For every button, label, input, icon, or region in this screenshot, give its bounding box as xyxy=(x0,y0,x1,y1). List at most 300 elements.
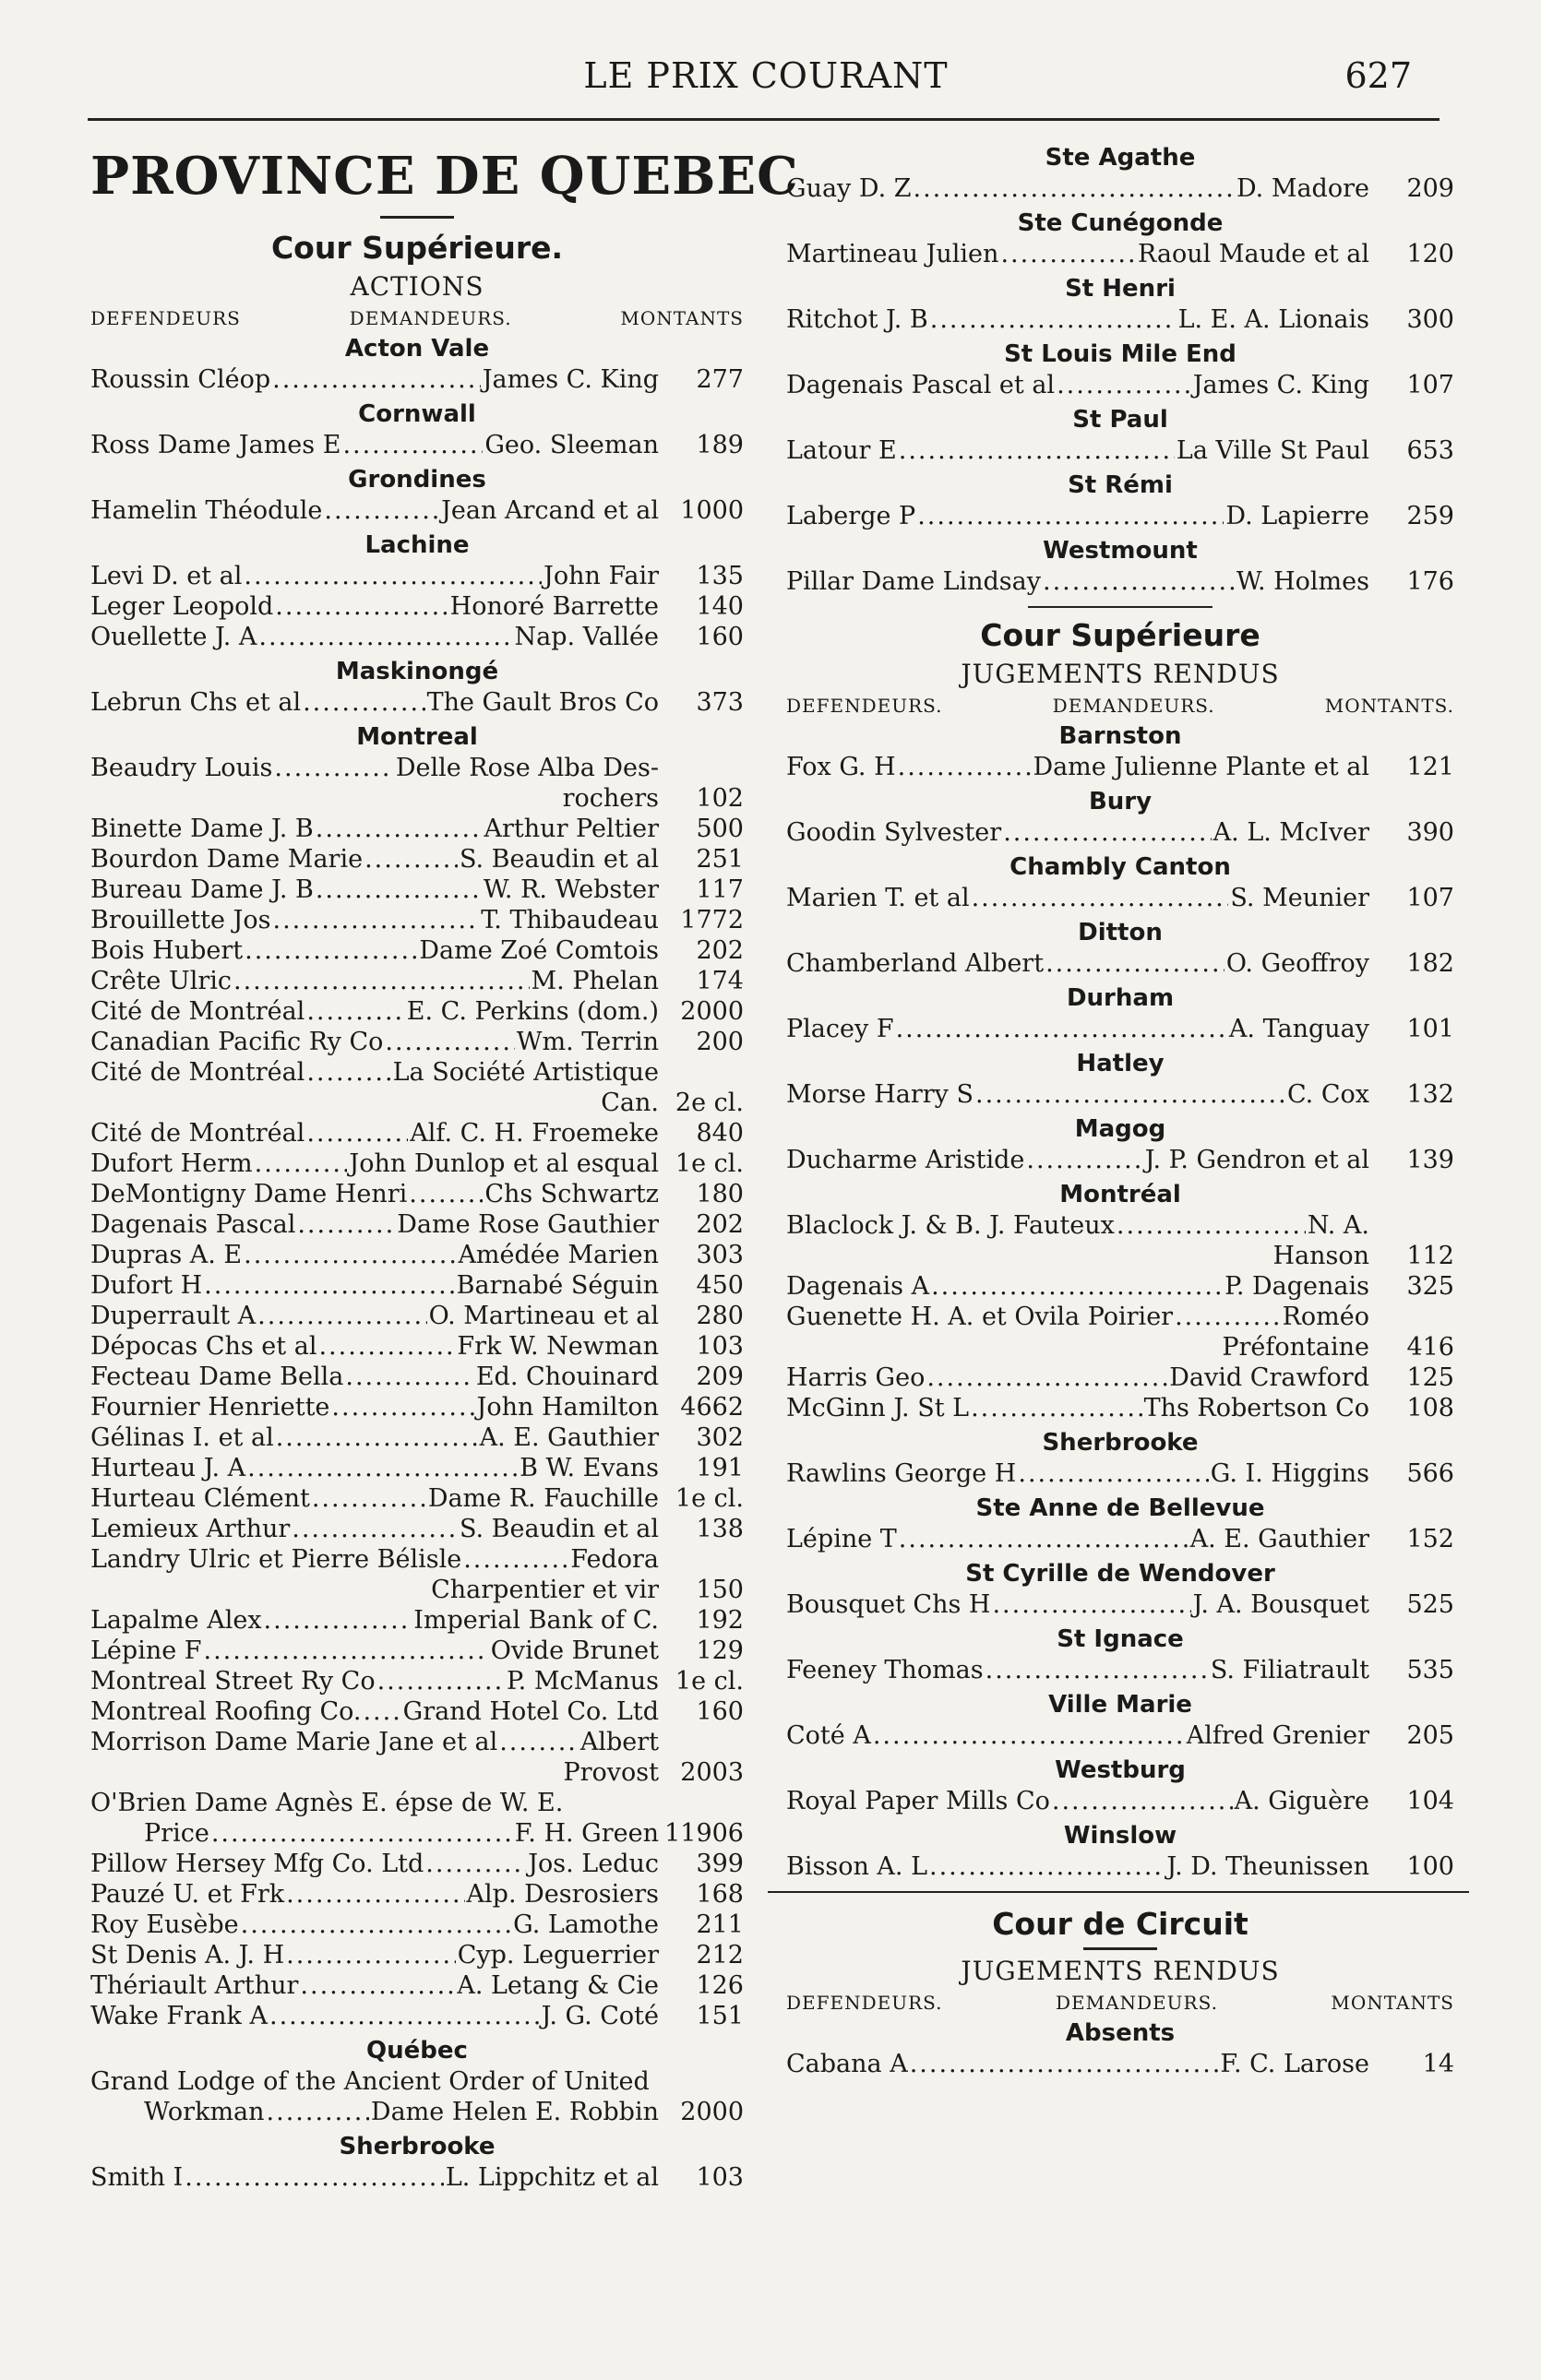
continuation-line xyxy=(90,1757,744,1788)
dot-leader xyxy=(244,1240,456,1270)
entry-row xyxy=(90,844,744,875)
amount: 325 xyxy=(1406,1272,1454,1301)
plaintiff: B W. Evans xyxy=(520,1454,659,1482)
entry-row xyxy=(786,883,1454,913)
continuation-text: Hanson xyxy=(1272,1242,1369,1270)
dot-leader xyxy=(873,1720,1185,1751)
defendant: Dagenais A xyxy=(786,1272,930,1301)
amount: 500 xyxy=(696,815,744,843)
dot-leader xyxy=(247,1453,518,1483)
defendant: Crête Ulric xyxy=(90,967,233,995)
defendant: Coté A xyxy=(786,1721,871,1750)
plaintiff: Dame Julienne Plante et al xyxy=(1033,753,1369,781)
entry-row xyxy=(90,753,744,783)
defendant: Dagenais Pascal xyxy=(90,1210,296,1239)
defendant: Pillar Dame Lindsay xyxy=(786,567,1042,596)
entry-row xyxy=(786,1079,1454,1110)
amount: 129 xyxy=(696,1636,744,1665)
defendant: Smith I xyxy=(90,2163,184,2192)
plaintiff: S. Beaudin et al xyxy=(459,845,659,874)
amount: 200 xyxy=(696,1028,744,1056)
dot-leader xyxy=(385,1027,514,1057)
dot-leader xyxy=(377,1666,505,1696)
amount: 11906 xyxy=(664,1819,744,1848)
amount: 2000 xyxy=(680,997,744,1026)
amount: 1e cl. xyxy=(675,1484,744,1513)
defendant: Fournier Henriette xyxy=(90,1393,330,1422)
plaintiff: Dame Zoé Comtois xyxy=(419,936,659,965)
entry-row xyxy=(90,935,744,966)
amount: 535 xyxy=(1406,1656,1454,1684)
dot-leader xyxy=(204,1636,489,1666)
defendant: Binette Dame J. B xyxy=(90,815,314,843)
amount: 107 xyxy=(1406,371,1454,399)
amount: 653 xyxy=(1406,436,1454,465)
defendant: Dépocas Chs et al xyxy=(90,1332,317,1361)
circuit-title-rule xyxy=(1083,1947,1157,1950)
amount: 135 xyxy=(696,562,744,590)
entry-row xyxy=(786,1720,1454,1751)
dot-leader xyxy=(931,1271,1223,1302)
dot-leader xyxy=(499,1727,579,1757)
plaintiff: Barnabé Séguin xyxy=(456,1271,659,1300)
circuit-column-headers xyxy=(786,1992,1454,2014)
continuation-line xyxy=(90,783,744,814)
court-title: Cour Supérieure. xyxy=(270,230,564,266)
entry-row xyxy=(90,561,744,591)
entry-row xyxy=(90,875,744,905)
amount: 1772 xyxy=(680,906,744,934)
defendant: Cité de Montréal xyxy=(90,1119,305,1148)
amount: 2003 xyxy=(680,1758,744,1787)
defendant: Royal Paper Mills Co xyxy=(786,1787,1050,1815)
dot-leader xyxy=(297,1209,395,1240)
dot-leader xyxy=(1026,1145,1142,1175)
plaintiff: J. D. Theunissen xyxy=(1166,1852,1369,1881)
defendant: Chamberland Albert xyxy=(786,949,1045,978)
entry-row xyxy=(90,1422,744,1453)
continuation-line xyxy=(786,1241,1454,1271)
defendant: Cabana A xyxy=(786,2050,908,2078)
dot-leader xyxy=(286,1940,456,1970)
dot-leader xyxy=(306,996,404,1027)
dot-leader xyxy=(258,622,512,652)
plaintiff: Delle Rose Alba Des- xyxy=(395,754,659,782)
defendant: McGinn J. St L xyxy=(786,1394,970,1422)
plaintiff: Dame Helen E. Robbin xyxy=(370,2098,659,2126)
place-heading: St Ignace xyxy=(1057,1625,1184,1653)
place-heading: Magog xyxy=(1074,1115,1166,1143)
dot-leader xyxy=(899,435,1175,466)
plaintiff: Cyp. Leguerrier xyxy=(457,1941,659,1969)
defendant: Harris Geo xyxy=(786,1363,926,1392)
defendant: Workman xyxy=(144,2098,265,2126)
plaintiff: Arthur Peltier xyxy=(484,815,659,843)
plaintiff: Raoul Maude et al xyxy=(1137,240,1369,268)
dot-leader xyxy=(292,1514,458,1544)
dot-leader xyxy=(914,173,1235,204)
defendant: Latour E xyxy=(786,436,897,465)
circuit-places xyxy=(786,2019,1454,2079)
defendant: Blaclock J. & B. J. Fauteux xyxy=(786,1211,1115,1240)
defendant: Morrison Dame Marie Jane et al xyxy=(90,1728,498,1756)
plaintiff: Alfred Grenier xyxy=(1186,1721,1369,1750)
plaintiff: Grand Hotel Co. Ltd xyxy=(402,1697,659,1726)
plaintiff: Jean Arcand et al xyxy=(441,496,659,525)
dot-leader xyxy=(1057,370,1191,400)
defendant: Martineau Julien xyxy=(786,240,999,268)
column-headers-judgments xyxy=(786,695,1454,717)
dot-leader xyxy=(992,1589,1190,1620)
plaintiff: Ovide Brunet xyxy=(490,1636,659,1665)
plaintiff: A. E. Gauthier xyxy=(479,1423,659,1452)
entry-row xyxy=(786,1363,1454,1393)
dot-leader xyxy=(917,501,1224,531)
defendant: Cité de Montréal xyxy=(90,997,305,1026)
entry-row xyxy=(90,1666,744,1696)
dot-leader xyxy=(264,1605,412,1636)
defendant: Pillow Hersey Mfg Co. Ltd xyxy=(90,1850,424,1878)
plaintiff: Fedora xyxy=(570,1545,659,1574)
plaintiff: J. P. Gendron et al xyxy=(1144,1146,1369,1174)
amount: 525 xyxy=(1406,1590,1454,1619)
amount: 303 xyxy=(696,1241,744,1269)
entry-row xyxy=(90,814,744,844)
defendant: Landry Ulric et Pierre Bélisle xyxy=(90,1545,462,1574)
defendant: Pauzé U. et Frk xyxy=(90,1880,285,1909)
plaintiff: L. E. A. Lionais xyxy=(1177,305,1369,334)
plaintiff: F. C. Larose xyxy=(1220,2050,1369,2078)
amount: 189 xyxy=(696,431,744,459)
plaintiff: Nap. Vallée xyxy=(514,623,659,651)
entry-row xyxy=(786,239,1454,269)
amount: 126 xyxy=(696,1971,744,2000)
place-heading: Maskinongé xyxy=(335,658,499,685)
dot-leader xyxy=(345,1362,473,1392)
header-rule xyxy=(88,118,1439,121)
entry-row xyxy=(786,1145,1454,1175)
entry-row xyxy=(786,1589,1454,1620)
running-title: LE PRIX COURANT xyxy=(583,55,949,96)
dot-leader xyxy=(303,687,424,718)
entry-row xyxy=(786,173,1454,204)
entry-row xyxy=(90,1148,744,1179)
dot-leader xyxy=(331,1392,474,1422)
dot-leader xyxy=(318,1331,455,1362)
place-heading: Durham xyxy=(1066,984,1175,1012)
dot-leader xyxy=(364,844,458,875)
dot-leader xyxy=(312,1483,426,1514)
continuation-text: Charpentier et vir xyxy=(431,1576,659,1604)
dot-leader xyxy=(211,1818,513,1849)
dot-leader xyxy=(425,1849,526,1879)
dot-leader xyxy=(316,814,483,844)
amount: 160 xyxy=(696,1697,744,1726)
entry-row xyxy=(786,1655,1454,1685)
amount: 399 xyxy=(696,1850,744,1878)
amount: 101 xyxy=(1406,1015,1454,1043)
entry-row xyxy=(786,435,1454,466)
amount: 202 xyxy=(696,1210,744,1239)
dot-leader xyxy=(1000,239,1136,269)
defendant: Cité de Montréal xyxy=(90,1058,305,1087)
amount: 2000 xyxy=(680,2098,744,2126)
entry-row xyxy=(786,370,1454,400)
entry-row xyxy=(90,2162,744,2193)
plaintiff: J. A. Bousquet xyxy=(1192,1590,1369,1619)
defendant: Lebrun Chs et al xyxy=(90,688,302,717)
col-defendants: DEFENDEURS. xyxy=(786,1992,943,2014)
amount: 182 xyxy=(1406,949,1454,978)
defendant: Duperrault A xyxy=(90,1302,257,1330)
entry-row xyxy=(90,1027,744,1057)
dot-leader xyxy=(244,561,542,591)
amount: 108 xyxy=(1406,1394,1454,1422)
entry-row xyxy=(90,1483,744,1514)
dot-leader xyxy=(986,1655,1209,1685)
dot-leader xyxy=(276,1422,478,1453)
amount: 259 xyxy=(1406,502,1454,530)
plaintiff: Jos. Leduc xyxy=(528,1850,659,1878)
place-heading: Montreal xyxy=(356,723,478,751)
entry-row xyxy=(786,2049,1454,2079)
plaintiff: A. Giguère xyxy=(1234,1787,1369,1815)
plaintiff: Amédée Marien xyxy=(458,1241,659,1269)
plaintiff: E. C. Perkins (dom.) xyxy=(406,997,659,1026)
amount: 192 xyxy=(696,1606,744,1635)
amount: 416 xyxy=(1406,1333,1454,1362)
dot-leader xyxy=(269,2001,540,2031)
defendant: Fox G. H xyxy=(786,753,896,781)
entry-row xyxy=(90,996,744,1027)
dot-leader xyxy=(233,966,530,996)
amount: 300 xyxy=(1406,305,1454,334)
entry-row xyxy=(90,1240,744,1270)
amount: 180 xyxy=(696,1180,744,1208)
amount: 566 xyxy=(1406,1459,1454,1488)
plaintiff: N. A. xyxy=(1307,1211,1369,1240)
plaintiff: Honoré Barrette xyxy=(449,592,659,621)
dot-leader xyxy=(926,1363,1167,1393)
defendant: Beaudry Louis xyxy=(90,754,273,782)
dot-leader xyxy=(363,1696,400,1727)
entry-row xyxy=(90,364,744,395)
dot-leader xyxy=(275,591,448,622)
entry-row xyxy=(786,1786,1454,1816)
amount: 103 xyxy=(696,1332,744,1361)
place-heading: Sherbrooke xyxy=(1042,1429,1199,1457)
title-rule xyxy=(380,216,454,219)
defendant: Roy Eusèbe xyxy=(90,1910,239,1939)
plaintiff: Alf. C. H. Froemeke xyxy=(410,1119,659,1148)
entry-row xyxy=(90,1696,744,1727)
dot-leader xyxy=(899,1524,1189,1554)
defendant: Lapalme Alex xyxy=(90,1606,262,1635)
place-heading: Barnston xyxy=(1058,722,1182,750)
plaintiff: John Hamilton xyxy=(476,1393,659,1422)
dot-leader xyxy=(409,1179,483,1209)
amount: 138 xyxy=(696,1515,744,1543)
dot-leader xyxy=(255,1148,348,1179)
place-heading: Montréal xyxy=(1059,1181,1181,1208)
plaintiff: La Société Artistique xyxy=(392,1058,659,1087)
amount: 140 xyxy=(696,592,744,621)
entry-row xyxy=(90,2066,744,2097)
amount: 205 xyxy=(1406,1721,1454,1750)
amount: 104 xyxy=(1406,1787,1454,1815)
amount: 251 xyxy=(696,845,744,874)
dot-leader xyxy=(245,935,417,966)
continuation-line xyxy=(90,1088,744,1118)
entry-row xyxy=(90,430,744,460)
amount: 1e cl. xyxy=(675,1149,744,1178)
right-top-places xyxy=(786,144,1454,597)
dot-leader xyxy=(972,883,1229,913)
court-title-judgments: Cour Supérieure xyxy=(980,617,1260,653)
entry-row xyxy=(90,1544,744,1575)
plaintiff: Dame R. Fauchille xyxy=(427,1484,659,1513)
place-heading: Winslow xyxy=(1063,1822,1177,1850)
place-heading: Hatley xyxy=(1076,1050,1165,1077)
place-heading: Westburg xyxy=(1055,1756,1186,1784)
defendant: Marien T. et al xyxy=(786,884,970,912)
amount: 280 xyxy=(696,1302,744,1330)
entry-row xyxy=(786,501,1454,531)
defendant: Grand Lodge of the Ancient Order of United xyxy=(90,2067,650,2096)
defendant: Lemieux Arthur xyxy=(90,1515,291,1543)
dot-leader xyxy=(306,1118,408,1148)
dot-leader xyxy=(300,1970,455,2001)
plaintiff: S. Filiatrault xyxy=(1210,1656,1369,1684)
plaintiff: David Crawford xyxy=(1169,1363,1369,1392)
plaintiff: P. Dagenais xyxy=(1224,1272,1369,1301)
dot-leader xyxy=(463,1544,568,1575)
col-defendants: DEFENDEURS xyxy=(90,307,241,329)
page-number: 627 xyxy=(1344,55,1412,96)
entry-row xyxy=(90,1301,744,1331)
plaintiff: F. H. Green xyxy=(514,1819,659,1848)
entry-row xyxy=(90,2097,744,2127)
plaintiff: John Fair xyxy=(544,562,659,590)
right-column xyxy=(786,138,1454,2079)
plaintiff: O. Geoffroy xyxy=(1225,949,1369,978)
dot-leader xyxy=(1045,948,1224,979)
place-heading: St Louis Mile End xyxy=(1004,340,1236,368)
plaintiff: W. Holmes xyxy=(1236,567,1369,596)
plaintiff: Albert xyxy=(579,1728,659,1756)
defendant: Dupras A. E xyxy=(90,1241,243,1269)
entry-row xyxy=(786,1458,1454,1489)
continuation-text: Provost xyxy=(563,1758,659,1787)
plaintiff: A. Tanguay xyxy=(1228,1015,1369,1043)
dot-leader xyxy=(1018,1458,1208,1489)
entry-row xyxy=(786,1302,1454,1332)
dot-leader xyxy=(267,2097,369,2127)
dot-leader xyxy=(1175,1302,1280,1332)
plaintiff: James C. King xyxy=(1192,371,1369,399)
dot-leader xyxy=(929,1851,1165,1882)
entry-row xyxy=(90,1605,744,1636)
defendant: Thériault Arthur xyxy=(90,1971,299,2000)
defendant: Dufort H xyxy=(90,1271,203,1300)
place-heading: Grondines xyxy=(348,466,486,494)
plaintiff: A. E. Gauthier xyxy=(1189,1525,1369,1553)
entry-row xyxy=(90,1514,744,1544)
amount: 302 xyxy=(696,1423,744,1452)
dot-leader xyxy=(272,905,479,935)
entry-row xyxy=(786,817,1454,848)
amount: 100 xyxy=(1406,1852,1454,1881)
defendant: Gélinas I. et al xyxy=(90,1423,274,1452)
amount: 176 xyxy=(1406,567,1454,596)
entry-row xyxy=(90,1331,744,1362)
entry-row xyxy=(90,1636,744,1666)
amount: 174 xyxy=(696,967,744,995)
defendant: Wake Frank A xyxy=(90,2002,268,2030)
column-headers xyxy=(90,307,744,329)
place-heading: Ste Cunégonde xyxy=(1017,209,1224,237)
dot-leader xyxy=(286,1879,464,1910)
entry-row xyxy=(786,948,1454,979)
plaintiff: G. I. Higgins xyxy=(1210,1459,1369,1488)
plaintiff: The Gault Bros Co xyxy=(426,688,659,717)
dot-leader xyxy=(896,1014,1227,1044)
place-heading: Québec xyxy=(366,2037,468,2065)
circuit-court-title: Cour de Circuit xyxy=(992,1906,1248,1942)
section-title: ACTIONS xyxy=(350,271,484,302)
defendant: Hurteau Clément xyxy=(90,1484,310,1513)
place-heading: Westmount xyxy=(1043,537,1198,565)
defendant: Rawlins George H xyxy=(786,1459,1017,1488)
entry-row xyxy=(786,1271,1454,1302)
place-heading: Ville Marie xyxy=(1048,1691,1192,1719)
dot-leader xyxy=(204,1270,454,1301)
amount: 112 xyxy=(1406,1242,1454,1270)
plaintiff: Wm. Terrin xyxy=(516,1028,659,1056)
continuation-text: Préfontaine xyxy=(1222,1333,1369,1362)
entry-row xyxy=(90,1270,744,1301)
place-heading: Ste Anne de Bellevue xyxy=(975,1494,1265,1522)
col-amounts: MONTANTS xyxy=(620,307,744,329)
entry-row xyxy=(786,1210,1454,1241)
amount: 160 xyxy=(696,623,744,651)
entry-row xyxy=(90,1209,744,1240)
plaintiff: Dame Rose Gauthier xyxy=(397,1210,659,1239)
place-heading: Bury xyxy=(1088,788,1153,815)
dot-leader xyxy=(316,875,482,905)
plaintiff: D. Lapierre xyxy=(1225,502,1369,530)
entry-row xyxy=(90,1940,744,1970)
place-heading: Absents xyxy=(1065,2019,1176,2047)
left-column xyxy=(90,138,799,2193)
amount: 125 xyxy=(1406,1363,1454,1392)
dot-leader xyxy=(274,753,393,783)
plaintiff: Alp. Desrosiers xyxy=(466,1880,659,1909)
amount: 103 xyxy=(696,2163,744,2192)
entry-row xyxy=(90,1970,744,2001)
left-places xyxy=(90,335,744,2193)
col-defendants: DEFENDEURS. xyxy=(786,695,943,717)
continuation-line xyxy=(90,1575,744,1605)
place-heading: St Paul xyxy=(1072,406,1168,434)
plaintiff: W. R. Webster xyxy=(483,875,659,904)
section-divider xyxy=(1028,606,1212,608)
plaintiff: S. Beaudin et al xyxy=(459,1515,659,1543)
defendant: Bureau Dame J. B xyxy=(90,875,314,904)
plaintiff: A. Letang & Cie xyxy=(457,1971,659,2000)
dot-leader xyxy=(342,430,483,460)
defendant: Bourdon Dame Marie xyxy=(90,845,364,874)
